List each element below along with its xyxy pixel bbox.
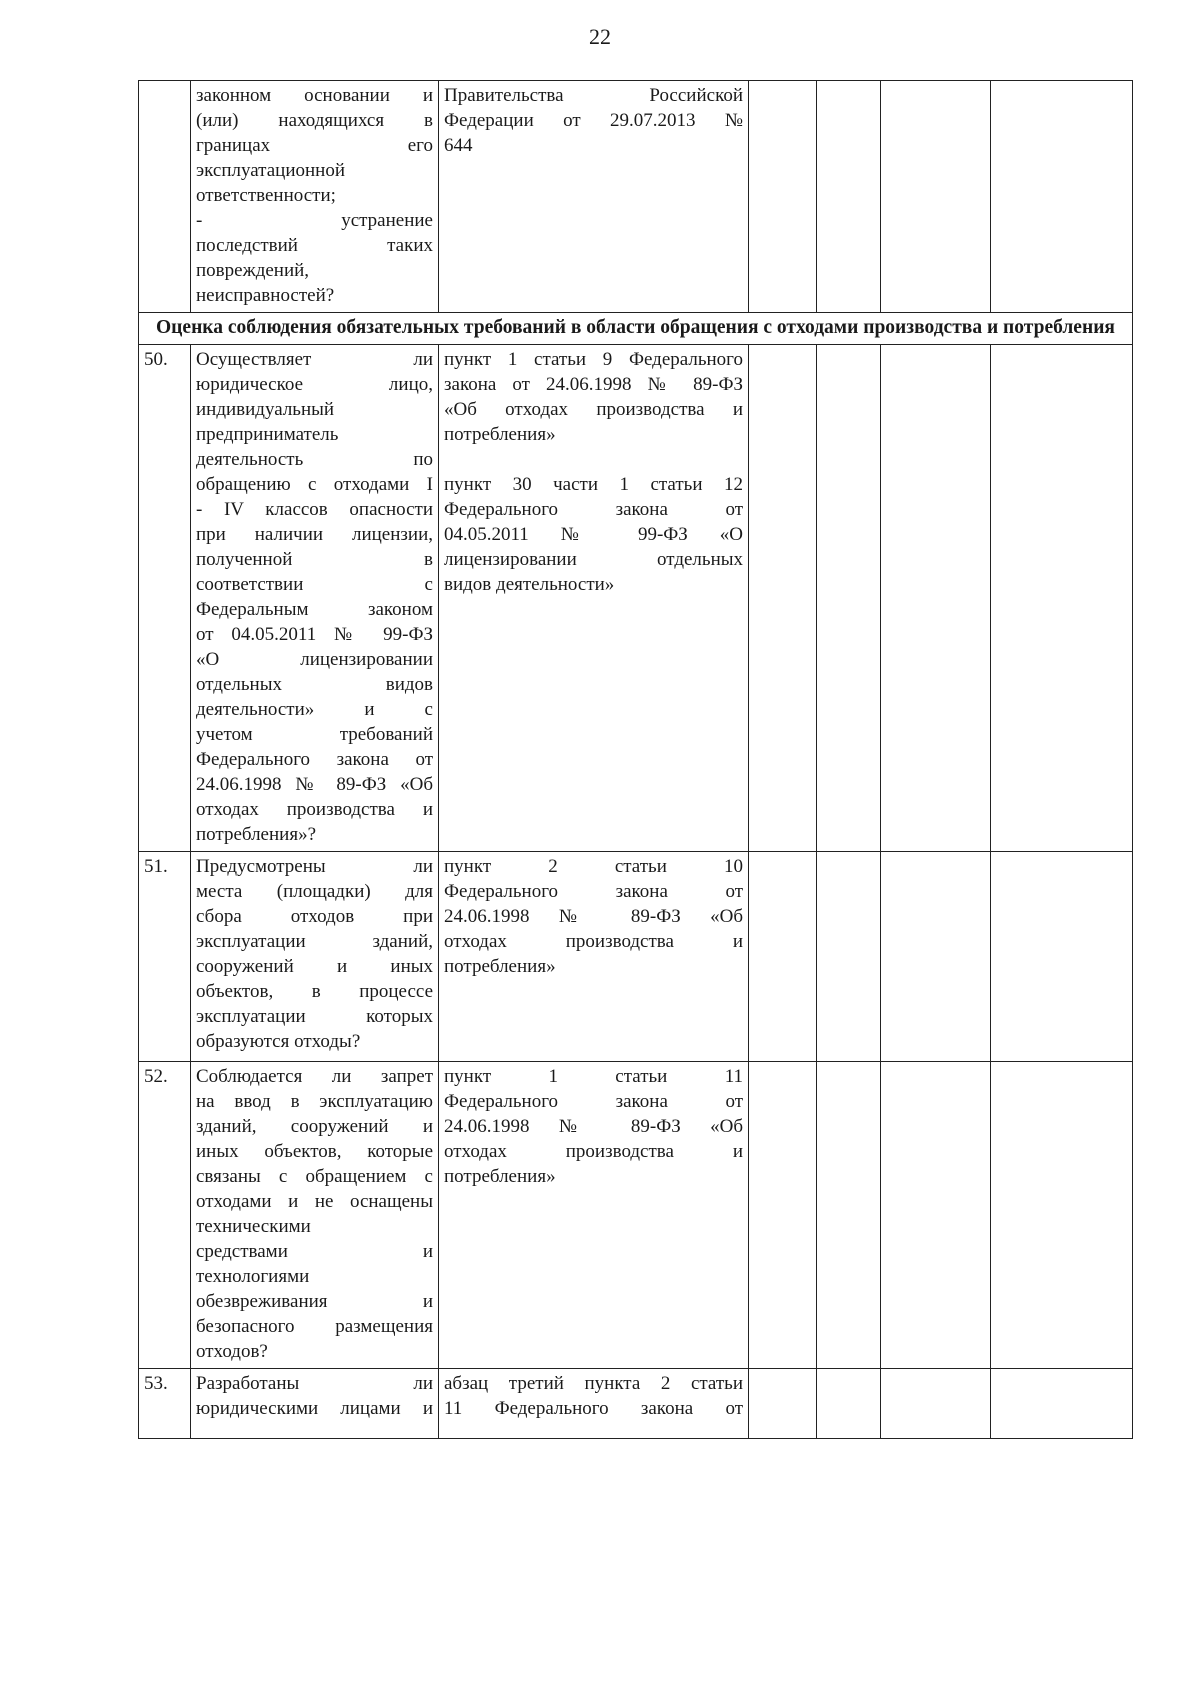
question-line: потребления»? (196, 824, 317, 845)
legal-basis-paragraph (444, 1371, 743, 1421)
legal-basis-line: 644 (444, 135, 473, 156)
question-line: на ввод в эксплуатацию (196, 1091, 433, 1112)
question-line: отходами и не оснащены (196, 1191, 433, 1212)
legal-basis-line: 24.06.1998 № 89-ФЗ «Об (444, 906, 743, 927)
legal-basis-line: видов деятельности» (444, 574, 615, 595)
question-line: зданий, сооружений и (196, 1116, 433, 1137)
checklist-table (138, 80, 1133, 1439)
question-line: повреждений, (196, 260, 310, 281)
question-line: техническими (196, 1216, 311, 1237)
row-number: 52. (139, 1062, 191, 1369)
question-cell (191, 1369, 439, 1439)
question-line: соответствии с (196, 574, 433, 595)
row-number: 53. (139, 1369, 191, 1439)
question-line: безопасного размещения (196, 1316, 433, 1337)
legal-basis-cell (439, 81, 749, 313)
note-cell[interactable] (991, 81, 1133, 313)
question-line: Предусмотрены ли (196, 856, 433, 877)
question-line: эксплуатации зданий, (196, 931, 433, 952)
table-row (139, 1062, 1133, 1369)
legal-basis-line: Федерального закона от (444, 499, 743, 520)
legal-basis-cell (439, 1062, 749, 1369)
question-line: деятельности» и с (196, 699, 433, 720)
legal-basis-line: Правительства Российской (444, 85, 743, 106)
question-line: Федеральным законом (196, 599, 433, 620)
question-line: «О лицензировании (196, 649, 433, 670)
legal-basis-line: пункт 1 статьи 9 Федерального (444, 349, 743, 370)
question-cell (191, 345, 439, 852)
answer-yes-cell[interactable] (749, 81, 817, 313)
note-cell[interactable] (991, 1062, 1133, 1369)
legal-basis-cell (439, 345, 749, 852)
section-header-row (139, 313, 1133, 345)
question-line: сбора отходов при (196, 906, 433, 927)
question-line: - устранение (196, 210, 433, 231)
question-line: при наличии лицензии, (196, 524, 433, 545)
question-line: отдельных видов (196, 674, 433, 695)
legal-basis-line: пункт 2 статьи 10 (444, 856, 743, 877)
legal-basis-line: 11 Федерального закона от (444, 1398, 743, 1419)
legal-basis-paragraph (444, 472, 743, 597)
question-line: Соблюдается ли запрет (196, 1066, 433, 1087)
legal-basis-line: отходах производства и (444, 931, 743, 952)
question-line: учетом требований (196, 724, 433, 745)
note-cell[interactable] (991, 852, 1133, 1062)
note-cell[interactable] (991, 1369, 1133, 1439)
answer-no-cell[interactable] (817, 852, 881, 1062)
note-cell[interactable] (991, 345, 1133, 852)
answer-no-cell[interactable] (817, 81, 881, 313)
answer-yes-cell[interactable] (749, 852, 817, 1062)
legal-basis-line: пункт 1 статьи 11 (444, 1066, 743, 1087)
not-applicable-cell[interactable] (881, 81, 991, 313)
question-cell (191, 852, 439, 1062)
answer-no-cell[interactable] (817, 1062, 881, 1369)
question-cell (191, 1062, 439, 1369)
legal-basis-line: 24.06.1998 № 89-ФЗ «Об (444, 1116, 743, 1137)
question-line: предприниматель (196, 424, 339, 445)
not-applicable-cell[interactable] (881, 852, 991, 1062)
not-applicable-cell[interactable] (881, 345, 991, 852)
question-line: полученной в (196, 549, 433, 570)
question-line: - IV классов опасности (196, 499, 433, 520)
legal-basis-line: абзац третий пункта 2 статьи (444, 1373, 743, 1394)
question-line: технологиями (196, 1266, 310, 1287)
question-line: сооружений и иных (196, 956, 433, 977)
legal-basis-line: потребления» (444, 424, 556, 445)
question-line: эксплуатационной (196, 160, 345, 181)
question-line: места (площадки) для (196, 881, 433, 902)
not-applicable-cell[interactable] (881, 1369, 991, 1439)
question-line: от 04.05.2011 № 99-ФЗ (196, 624, 433, 645)
answer-yes-cell[interactable] (749, 1369, 817, 1439)
legal-basis-paragraph (444, 347, 743, 447)
legal-basis-line: закона от 24.06.1998 № 89-ФЗ (444, 374, 743, 395)
question-line: образуются отходы? (196, 1031, 361, 1052)
legal-basis-line: потребления» (444, 1166, 556, 1187)
question-line: эксплуатации которых (196, 1006, 433, 1027)
question-line: ответственности; (196, 185, 336, 206)
row-number (139, 81, 191, 313)
legal-basis-paragraph (444, 83, 743, 158)
legal-basis-line: пункт 30 части 1 статьи 12 (444, 474, 743, 495)
question-line: Осуществляет ли (196, 349, 433, 370)
table-row (139, 345, 1133, 852)
question-line: Федерального закона от (196, 749, 433, 770)
answer-no-cell[interactable] (817, 345, 881, 852)
legal-basis-line: Федерального закона от (444, 1091, 743, 1112)
question-line: связаны с обращением с (196, 1166, 433, 1187)
question-line: отходов? (196, 1341, 268, 1362)
question-line: неисправностей? (196, 285, 335, 306)
legal-basis-paragraph (444, 854, 743, 979)
legal-basis-line: отходах производства и (444, 1141, 743, 1162)
not-applicable-cell[interactable] (881, 1062, 991, 1369)
table-row (139, 81, 1133, 313)
answer-no-cell[interactable] (817, 1369, 881, 1439)
question-cell (191, 81, 439, 313)
question-line: средствами и (196, 1241, 433, 1262)
question-line: обращению с отходами I (196, 474, 433, 495)
question-line: деятельность по (196, 449, 433, 470)
answer-yes-cell[interactable] (749, 345, 817, 852)
row-number: 50. (139, 345, 191, 852)
page-number: 22 (589, 24, 611, 49)
legal-basis-line: Федерального закона от (444, 881, 743, 902)
question-line: Разработаны ли (196, 1373, 433, 1394)
legal-basis-line: 04.05.2011 № 99-ФЗ «О (444, 524, 743, 545)
question-line: юридическими лицами и (196, 1398, 433, 1419)
question-line: 24.06.1998 № 89-ФЗ «Об (196, 774, 433, 795)
table-row (139, 852, 1133, 1062)
question-line: объектов, в процессе (196, 981, 433, 1002)
legal-basis-paragraph (444, 1064, 743, 1189)
legal-basis-line: потребления» (444, 956, 556, 977)
legal-basis-cell (439, 1369, 749, 1439)
answer-yes-cell[interactable] (749, 1062, 817, 1369)
row-number: 51. (139, 852, 191, 1062)
legal-basis-line: «Об отходах производства и (444, 399, 743, 420)
question-line: иных объектов, которые (196, 1141, 433, 1162)
legal-basis-line: Федерации от 29.07.2013 № (444, 110, 743, 131)
question-line: обезвреживания и (196, 1291, 433, 1312)
question-line: отходах производства и (196, 799, 433, 820)
section-title: Оценка соблюдения обязательных требований в области обращения с отходами производства и потребления (139, 313, 1133, 345)
question-line: последствий таких (196, 235, 433, 256)
question-line: (или) находящихся в (196, 110, 433, 131)
legal-basis-cell (439, 852, 749, 1062)
question-line: юридическое лицо, (196, 374, 433, 395)
legal-basis-line: лицензировании отдельных (444, 549, 743, 570)
table-row (139, 1369, 1133, 1439)
question-line: границах его (196, 135, 433, 156)
question-line: индивидуальный (196, 399, 335, 420)
question-line: законном основании и (196, 85, 433, 106)
